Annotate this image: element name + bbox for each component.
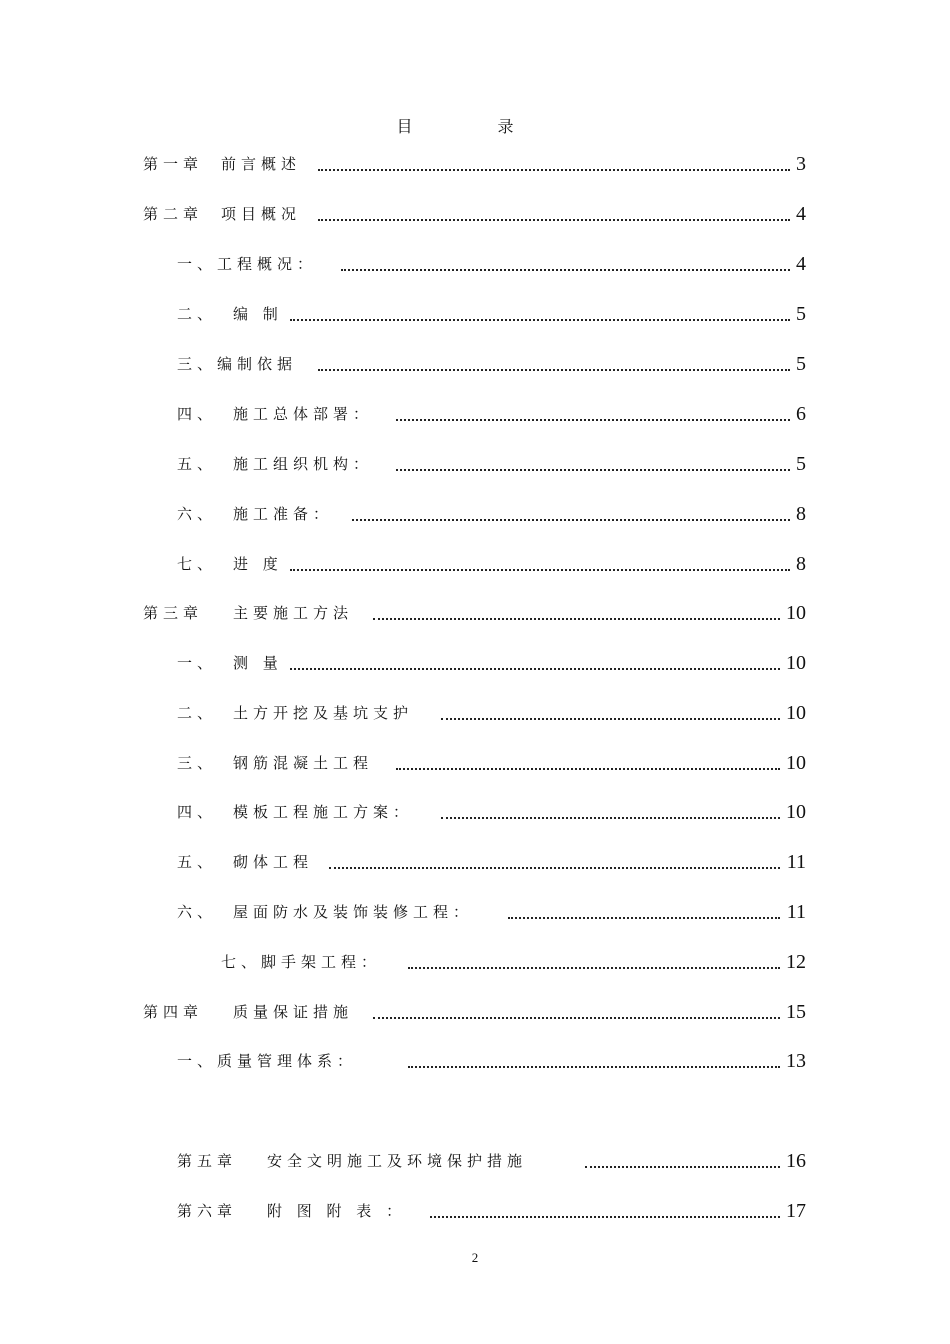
dot-leader — [441, 803, 780, 819]
dot-leader — [408, 953, 780, 969]
toc-entry-title: 一、质量管理体系： — [177, 1052, 358, 1070]
page-title — [0, 114, 950, 137]
toc-entry-number: 第三章 — [143, 604, 204, 622]
toc-entry[interactable] — [0, 351, 950, 377]
toc-entry-number: 二、 — [177, 305, 218, 323]
toc-entry-page: 11 — [786, 901, 806, 923]
dot-leader — [396, 754, 780, 770]
toc-entry[interactable] — [0, 251, 950, 277]
toc-entry-title: 附 图 附 表 ： — [267, 1202, 407, 1220]
dot-leader — [341, 255, 790, 271]
toc-entry[interactable] — [0, 1198, 950, 1224]
toc-entry[interactable] — [0, 999, 950, 1025]
toc-entry[interactable] — [0, 301, 950, 327]
dot-leader — [430, 1202, 780, 1218]
toc-entry-page: 17 — [786, 1200, 806, 1222]
toc-entry-title: 前言概述 — [221, 155, 302, 173]
toc-entry[interactable] — [0, 1048, 950, 1074]
toc-entry-title: 土方开挖及基坑支护 — [233, 704, 414, 722]
toc-entry-number: 第四章 — [143, 1003, 204, 1021]
toc-entry-page: 4 — [796, 203, 806, 225]
toc-entry[interactable] — [0, 1148, 950, 1174]
dot-leader — [585, 1152, 780, 1168]
toc-entry-page: 5 — [796, 453, 806, 475]
toc-entry-number: 四、 — [177, 405, 218, 423]
toc-entry-page: 8 — [796, 553, 806, 575]
toc-entry[interactable] — [0, 650, 950, 676]
toc-entry-page: 3 — [796, 153, 806, 175]
toc-entry[interactable] — [0, 750, 950, 776]
dot-leader — [441, 704, 780, 720]
toc-entry-title: 项目概况 — [221, 205, 302, 223]
toc-entry-page: 12 — [786, 951, 806, 973]
toc-entry[interactable] — [0, 700, 950, 726]
toc-entry-title: 三、编制依据 — [177, 355, 298, 373]
toc-entry-title: 施工总体部署： — [233, 405, 374, 423]
toc-entry[interactable] — [0, 451, 950, 477]
dot-leader — [318, 205, 790, 221]
toc-entry[interactable] — [0, 551, 950, 577]
toc-entry-title: 进 度 — [233, 555, 283, 573]
toc-entry-number: 七、 — [177, 555, 218, 573]
toc-entry-title: 测 量 — [233, 654, 283, 672]
toc-entry-number: 一、 — [177, 654, 218, 672]
toc-entry-page: 5 — [796, 303, 806, 325]
title-text: 目 录 — [396, 117, 554, 136]
toc-entry-page: 6 — [796, 403, 806, 425]
toc-entry[interactable] — [0, 201, 950, 227]
toc-entry-title: 屋面防水及装饰装修工程： — [233, 903, 474, 921]
page-number: 2 — [471, 1250, 479, 1265]
toc-entry-title: 砌体工程 — [233, 853, 314, 871]
dot-leader — [373, 1003, 780, 1019]
toc-entry-number: 第一章 — [143, 155, 204, 173]
dot-leader — [318, 155, 790, 171]
toc-entry-page: 10 — [786, 752, 806, 774]
toc-entry-title: 七、脚手架工程： — [221, 953, 382, 971]
toc-entry-page: 11 — [786, 851, 806, 873]
toc-entry-number: 五、 — [177, 853, 218, 871]
dot-leader — [396, 455, 790, 471]
toc-entry-title: 一、工程概况： — [177, 255, 318, 273]
toc-entry-title: 安全文明施工及环境保护措施 — [267, 1152, 528, 1170]
toc-entry-page: 4 — [796, 253, 806, 275]
toc-entry-page: 5 — [796, 353, 806, 375]
toc-entry[interactable] — [0, 501, 950, 527]
toc-entry-title: 施工组织机构： — [233, 455, 374, 473]
toc-entry-page: 10 — [786, 801, 806, 823]
toc-entry-title: 主要施工方法 — [233, 604, 354, 622]
toc-entry-title: 钢筋混凝土工程 — [233, 754, 374, 772]
page-footer — [0, 1250, 950, 1266]
toc-entry-title: 编 制 — [233, 305, 283, 323]
dot-leader — [318, 355, 790, 371]
toc-entry-title: 模板工程施工方案： — [233, 803, 414, 821]
toc-entry[interactable] — [0, 600, 950, 626]
dot-leader — [396, 405, 790, 421]
dot-leader — [408, 1052, 780, 1068]
dot-leader — [290, 305, 790, 321]
toc-entry-number: 六、 — [177, 903, 218, 921]
dot-leader — [352, 505, 790, 521]
toc-entry-number: 第六章 — [177, 1202, 238, 1220]
toc-entry[interactable] — [0, 849, 950, 875]
toc-entry[interactable] — [0, 401, 950, 427]
toc-entry-number: 六、 — [177, 505, 218, 523]
toc-entry-number: 第二章 — [143, 205, 204, 223]
toc-entry-number: 第五章 — [177, 1152, 238, 1170]
toc-entry-page: 15 — [786, 1001, 806, 1023]
dot-leader — [290, 555, 790, 571]
toc-entry-title: 质量保证措施 — [233, 1003, 354, 1021]
toc-entry-number: 三、 — [177, 754, 218, 772]
toc-entry-page: 8 — [796, 503, 806, 525]
toc-entry-page: 10 — [786, 702, 806, 724]
dot-leader — [373, 604, 780, 620]
toc-entry-number: 五、 — [177, 455, 218, 473]
toc-entry-number: 二、 — [177, 704, 218, 722]
toc-entry-page: 10 — [786, 602, 806, 624]
dot-leader — [329, 853, 780, 869]
dot-leader — [290, 654, 780, 670]
toc-entry-number: 四、 — [177, 803, 218, 821]
toc-entry-title: 施工准备： — [233, 505, 334, 523]
toc-entry[interactable] — [0, 949, 950, 975]
dot-leader — [508, 903, 780, 919]
toc-entry-page: 10 — [786, 652, 806, 674]
toc-entry[interactable] — [0, 899, 950, 925]
toc-entry[interactable] — [0, 151, 950, 177]
toc-entry-page: 13 — [786, 1050, 806, 1072]
toc-entry-page: 16 — [786, 1150, 806, 1172]
toc-entry[interactable] — [0, 799, 950, 825]
